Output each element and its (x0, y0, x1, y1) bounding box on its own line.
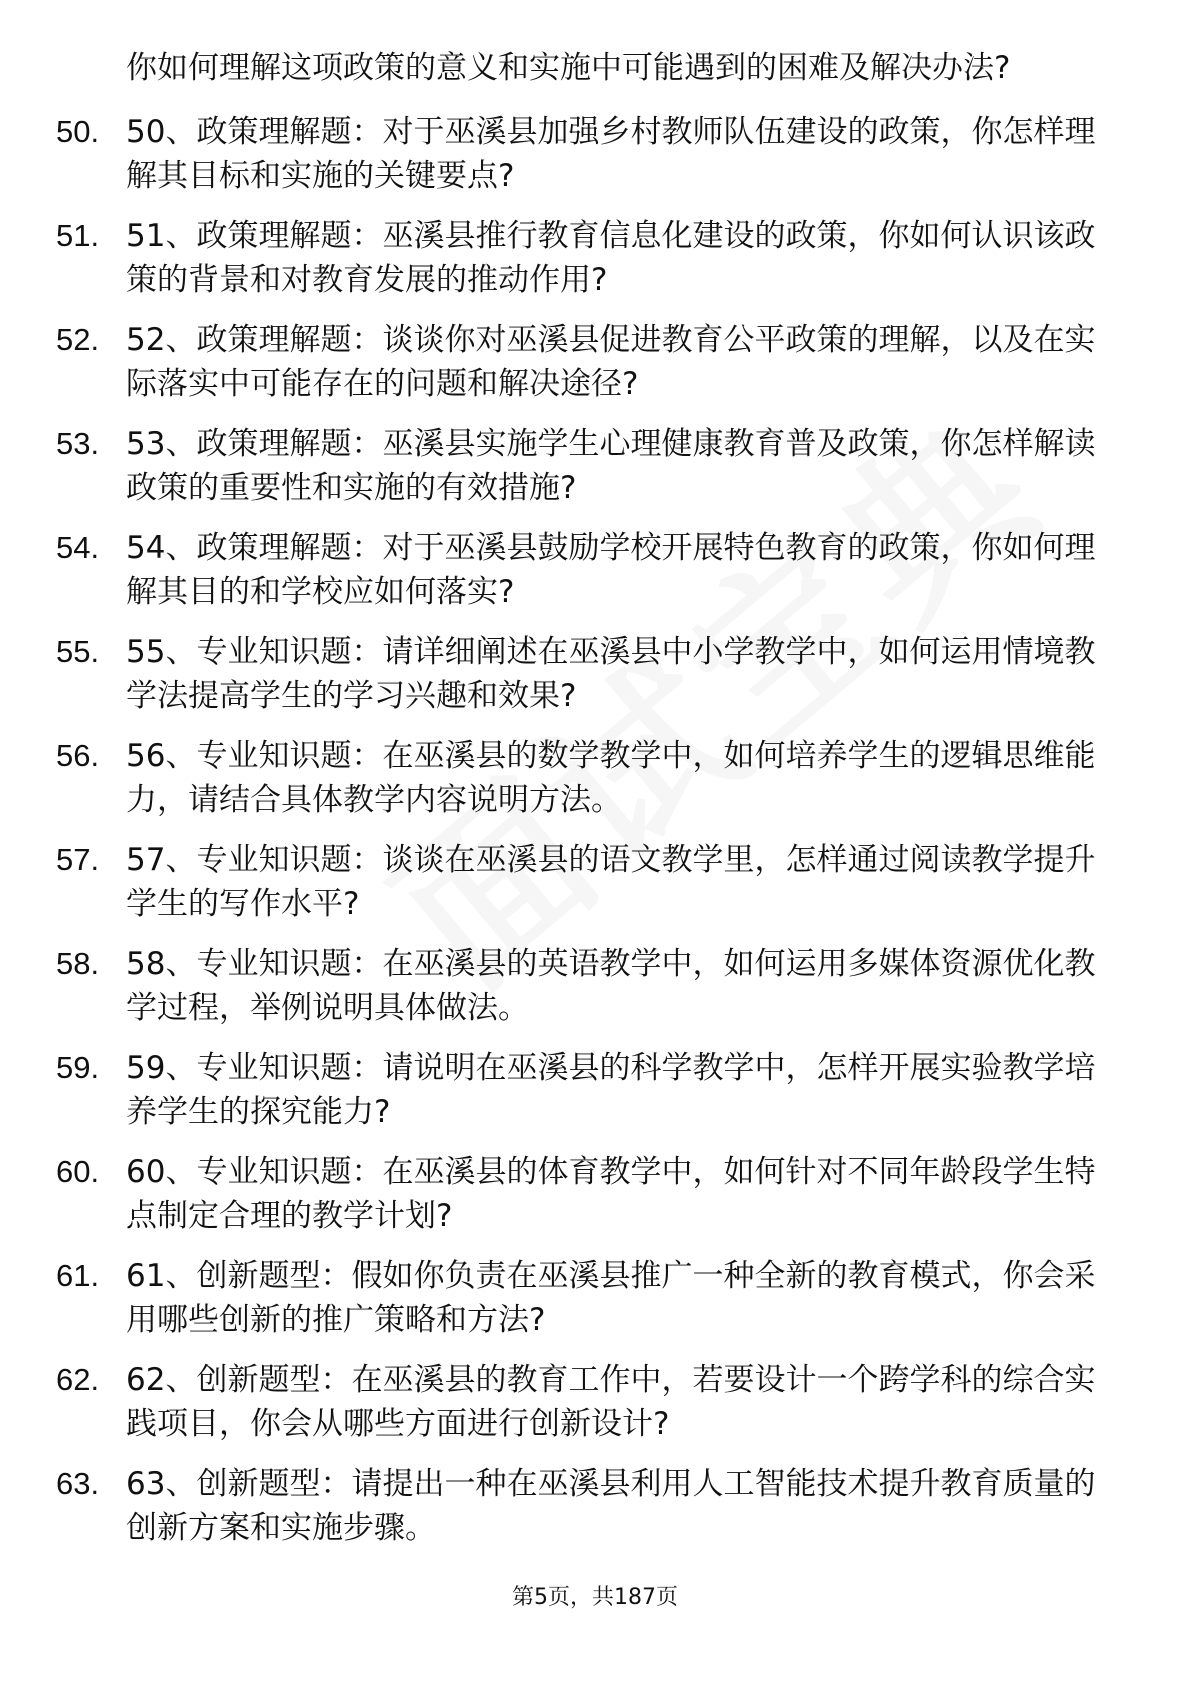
list-item (56, 1462, 1116, 1550)
item-number: 58. (56, 946, 100, 981)
list-item (56, 630, 1116, 718)
list-item (56, 526, 1116, 614)
item-text: 52、政策理解题：谈谈你对巫溪县促进教育公平政策的理解，以及在实际落实中可能存在的问题和解决途径? (126, 322, 1096, 402)
item-number: 61. (56, 1258, 100, 1293)
item-text: 53、政策理解题：巫溪县实施学生心理健康教育普及政策，你怎样解读政策的重要性和实施的有效措施? (126, 426, 1096, 506)
list-item (56, 422, 1116, 510)
list-item (56, 1150, 1116, 1238)
item-number: 62. (56, 1362, 100, 1397)
item-text: 63、创新题型：请提出一种在巫溪县利用人工智能技术提升教育质量的创新方案和实施步骤。 (126, 1466, 1096, 1546)
list-item (56, 1358, 1116, 1446)
item-text: 60、专业知识题：在巫溪县的体育教学中，如何针对不同年龄段学生特点制定合理的教学计划? (126, 1154, 1096, 1234)
item-number: 54. (56, 530, 100, 565)
item-number: 63. (56, 1466, 100, 1501)
item-number: 53. (56, 426, 100, 461)
list-item (56, 942, 1116, 1030)
item-text: 50、政策理解题：对于巫溪县加强乡村教师队伍建设的政策，你怎样理解其目标和实施的关键要点? (126, 114, 1096, 194)
item-text: 59、专业知识题：请说明在巫溪县的科学教学中，怎样开展实验教学培养学生的探究能力? (126, 1050, 1096, 1130)
item-text: 55、专业知识题：请详细阐述在巫溪县中小学教学中，如何运用情境教学法提高学生的学习兴趣和效果? (126, 634, 1096, 714)
item-text: 62、创新题型：在巫溪县的教育工作中，若要设计一个跨学科的综合实践项目，你会从哪些方面进行创新设计? (126, 1362, 1096, 1442)
list-item (56, 838, 1116, 926)
list-item (56, 318, 1116, 406)
item-number: 59. (56, 1050, 100, 1085)
item-number: 60. (56, 1154, 100, 1189)
item-number: 55. (56, 634, 100, 669)
list-item (56, 1046, 1116, 1134)
item-number: 56. (56, 738, 100, 773)
item-text: 54、政策理解题：对于巫溪县鼓励学校开展特色教育的政策，你如何理解其目的和学校应如何落实? (126, 530, 1096, 610)
item-text: 51、政策理解题：巫溪县推行教育信息化建设的政策，你如何认识该政策的背景和对教育发展的推动作用? (126, 218, 1096, 298)
item-text: 56、专业知识题：在巫溪县的数学教学中，如何培养学生的逻辑思维能力，请结合具体教学内容说明方法。 (126, 738, 1096, 818)
list-item (56, 110, 1116, 198)
item-number: 51. (56, 218, 100, 253)
item-number: 50. (56, 114, 100, 149)
list-item (56, 1254, 1116, 1342)
item-text: 58、专业知识题：在巫溪县的英语教学中，如何运用多媒体资源优化教学过程，举例说明具体做法。 (126, 946, 1096, 1026)
page-footer: 第5页，共187页 (512, 1585, 678, 1610)
list-item (56, 734, 1116, 822)
item-text: 57、专业知识题：谈谈在巫溪县的语文教学里，怎样通过阅读教学提升学生的写作水平? (126, 842, 1096, 922)
item-text: 61、创新题型：假如你负责在巫溪县推广一种全新的教育模式，你会采用哪些创新的推广策略和方法? (126, 1258, 1096, 1338)
item-number: 57. (56, 842, 100, 877)
question-list (56, 46, 1116, 1566)
continuation-text: 你如何理解这项政策的意义和实施中可能遇到的困难及解决办法? (126, 50, 1011, 86)
list-item (56, 214, 1116, 302)
item-number: 52. (56, 322, 100, 357)
